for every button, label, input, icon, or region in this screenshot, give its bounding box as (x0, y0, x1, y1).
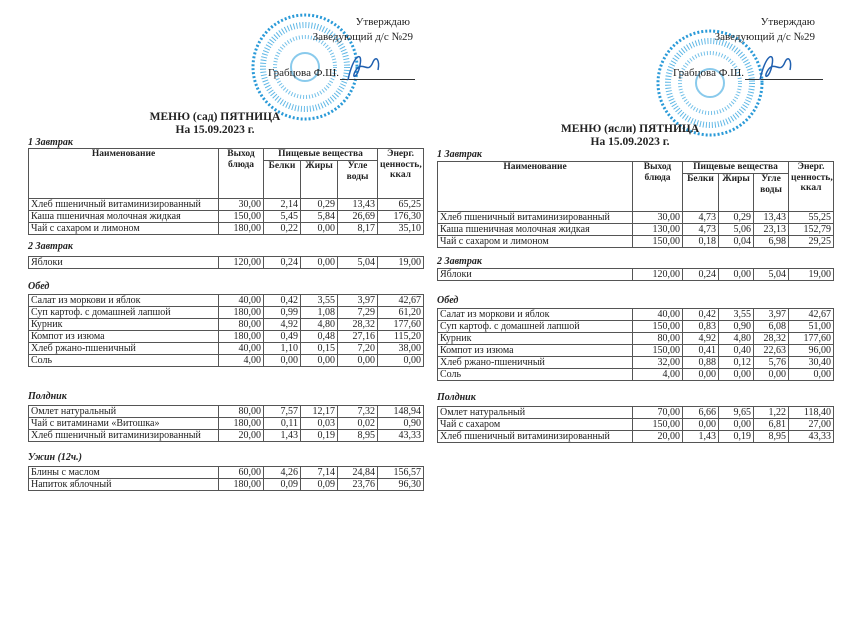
energy-cell: 115,20 (378, 331, 424, 343)
energy-cell: 176,30 (378, 211, 424, 223)
dish-name-cell: Суп картоф. с домашней лапшой (29, 307, 219, 319)
section-label: Обед (437, 295, 459, 306)
menu-date: На 15.09.2023 г. (590, 136, 670, 148)
fat-cell: 0,29 (719, 212, 754, 224)
energy-cell: 19,00 (378, 257, 424, 269)
protein-cell: 0,11 (264, 418, 301, 430)
yield-cell: 150,00 (633, 321, 683, 333)
menu-table (437, 308, 834, 381)
table-row (29, 307, 424, 319)
carbs-cell: 3,97 (338, 295, 378, 307)
dish-name-cell: Компот из изюма (438, 345, 633, 357)
protein-cell: 0,42 (264, 295, 301, 307)
energy-cell: 177,60 (378, 319, 424, 331)
protein-cell: 0,83 (683, 321, 719, 333)
energy-cell: 42,67 (789, 309, 834, 321)
signature-icon (750, 50, 800, 90)
dish-name-cell: Хлеб ржано-пшеничный (438, 357, 633, 369)
yield-cell: 32,00 (633, 357, 683, 369)
fat-cell: 0,19 (719, 431, 754, 443)
fat-cell: 0,15 (301, 343, 338, 355)
carbs-cell: 1,22 (754, 407, 789, 419)
carbs-cell: 6,81 (754, 419, 789, 431)
signature-icon (338, 50, 388, 90)
fat-cell: 12,17 (301, 406, 338, 418)
protein-cell: 1,43 (683, 431, 719, 443)
energy-cell: 0,00 (378, 355, 424, 367)
table-row (438, 321, 834, 333)
dish-name-cell: Чай с сахаром (438, 419, 633, 431)
dish-name-cell: Яблоки (29, 257, 219, 269)
protein-cell: 6,66 (683, 407, 719, 419)
menu-table (28, 405, 424, 442)
menu-title: МЕНЮ (ясли) ПЯТНИЦА (560, 123, 700, 135)
carbs-cell: 3,97 (754, 309, 789, 321)
dish-name-cell: Курник (29, 319, 219, 331)
yield-cell: 150,00 (633, 419, 683, 431)
dish-name-cell: Суп картоф. с домашней лапшой (438, 321, 633, 333)
dish-name-cell: Яблоки (438, 269, 633, 281)
carbs-cell: 6,98 (754, 236, 789, 248)
dish-name-cell: Каша пшеничная молочная жидкая (438, 224, 633, 236)
energy-cell: 96,30 (378, 479, 424, 491)
energy-cell: 55,25 (789, 212, 834, 224)
section-label: 1 Завтрак (437, 149, 482, 160)
carbs-cell: 23,76 (338, 479, 378, 491)
yield-cell: 150,00 (219, 211, 264, 223)
position-label: Заведующий д/с №29 (312, 31, 413, 43)
carbs-cell: 5,04 (754, 269, 789, 281)
dish-name-cell: Чай с витаминами «Витошка» (29, 418, 219, 430)
energy-cell: 29,25 (789, 236, 834, 248)
dish-name-cell: Хлеб пшеничный витаминизированный (438, 431, 633, 443)
yield-cell: 40,00 (219, 343, 264, 355)
fat-cell: 5,84 (301, 211, 338, 223)
section-label: Полдник (437, 392, 476, 403)
energy-cell: 65,25 (378, 199, 424, 211)
table-row (29, 343, 424, 355)
table-row (29, 406, 424, 418)
table-row (29, 331, 424, 343)
carbs-cell: 6,08 (754, 321, 789, 333)
yield-cell: 180,00 (219, 418, 264, 430)
fat-cell: 0,00 (719, 269, 754, 281)
section-label: Ужин (12ч.) (28, 452, 83, 463)
energy-cell: 148,94 (378, 406, 424, 418)
table-row (29, 430, 424, 442)
menu-title: МЕНЮ (сад) ПЯТНИЦА (149, 111, 281, 123)
table-row (29, 467, 424, 479)
signatory-name: Грабцова Ф.Ш. (673, 67, 745, 79)
fat-cell: 0,00 (301, 223, 338, 235)
yield-cell: 4,00 (219, 355, 264, 367)
table-row (29, 295, 424, 307)
carbs-cell: 8,95 (338, 430, 378, 442)
fat-cell: 0,09 (301, 479, 338, 491)
header-energy: Энерг. ценность, ккал (789, 162, 834, 212)
energy-cell: 0,00 (789, 369, 834, 381)
carbs-cell: 24,84 (338, 467, 378, 479)
menu-table (28, 294, 424, 367)
yield-cell: 40,00 (633, 309, 683, 321)
approve-label: Утверждаю (760, 16, 815, 28)
carbs-cell: 7,20 (338, 343, 378, 355)
header-fat: Жиры (301, 161, 338, 199)
protein-cell: 4,92 (264, 319, 301, 331)
table-row (29, 223, 424, 235)
section-label: 1 Завтрак (28, 137, 73, 148)
yield-cell: 60,00 (219, 467, 264, 479)
protein-cell: 4,73 (683, 212, 719, 224)
carbs-cell: 23,13 (754, 224, 789, 236)
energy-cell: 43,33 (378, 430, 424, 442)
yield-cell: 70,00 (633, 407, 683, 419)
fat-cell: 0,00 (301, 257, 338, 269)
dish-name-cell: Хлеб пшеничный витаминизированный (438, 212, 633, 224)
yield-cell: 80,00 (633, 333, 683, 345)
fat-cell: 7,14 (301, 467, 338, 479)
energy-cell: 61,20 (378, 307, 424, 319)
dish-name-cell: Хлеб ржано-пшеничный (29, 343, 219, 355)
carbs-cell: 5,04 (338, 257, 378, 269)
protein-cell: 4,92 (683, 333, 719, 345)
fat-cell: 0,90 (719, 321, 754, 333)
dish-name-cell: Курник (438, 333, 633, 345)
section-label: Полдник (28, 391, 67, 402)
dish-name-cell: Чай с сахаром и лимоном (29, 223, 219, 235)
protein-cell: 0,24 (683, 269, 719, 281)
yield-cell: 180,00 (219, 331, 264, 343)
fat-cell: 0,00 (719, 419, 754, 431)
table-row (438, 369, 834, 381)
protein-cell: 0,49 (264, 331, 301, 343)
protein-cell: 4,73 (683, 224, 719, 236)
approve-label: Утверждаю (355, 16, 410, 28)
protein-cell: 5,45 (264, 211, 301, 223)
energy-cell: 177,60 (789, 333, 834, 345)
dish-name-cell: Омлет натуральный (438, 407, 633, 419)
header-fat: Жиры (719, 174, 754, 212)
table-row (438, 224, 834, 236)
fat-cell: 5,06 (719, 224, 754, 236)
energy-cell: 96,00 (789, 345, 834, 357)
fat-cell: 0,12 (719, 357, 754, 369)
yield-cell: 20,00 (633, 431, 683, 443)
energy-cell: 19,00 (789, 269, 834, 281)
table-row (29, 319, 424, 331)
yield-cell: 30,00 (219, 199, 264, 211)
table-row (29, 418, 424, 430)
energy-cell: 0,90 (378, 418, 424, 430)
fat-cell: 4,80 (301, 319, 338, 331)
header-nutrients: Пищевые вещества (264, 149, 378, 161)
carbs-cell: 8,17 (338, 223, 378, 235)
dish-name-cell: Салат из моркови и яблок (438, 309, 633, 321)
table-row (29, 211, 424, 223)
protein-cell: 0,00 (683, 419, 719, 431)
header-energy: Энерг. ценность, ккал (378, 149, 424, 199)
carbs-cell: 28,32 (338, 319, 378, 331)
header-nutrients: Пищевые вещества (683, 162, 789, 174)
protein-cell: 0,09 (264, 479, 301, 491)
fat-cell: 0,04 (719, 236, 754, 248)
table-row (29, 257, 424, 269)
fat-cell: 3,55 (719, 309, 754, 321)
table-row (438, 236, 834, 248)
energy-cell: 35,10 (378, 223, 424, 235)
yield-cell: 40,00 (219, 295, 264, 307)
table-row (29, 479, 424, 491)
protein-cell: 1,10 (264, 343, 301, 355)
carbs-cell: 7,32 (338, 406, 378, 418)
fat-cell: 0,29 (301, 199, 338, 211)
table-row (29, 199, 424, 211)
protein-cell: 7,57 (264, 406, 301, 418)
yield-cell: 180,00 (219, 479, 264, 491)
fat-cell: 0,19 (301, 430, 338, 442)
signatory-name: Грабцова Ф.Ш. (268, 67, 340, 79)
carbs-cell: 7,29 (338, 307, 378, 319)
menu-table (437, 406, 834, 443)
dish-name-cell: Омлет натуральный (29, 406, 219, 418)
dish-name-cell: Блины с маслом (29, 467, 219, 479)
dish-name-cell: Соль (438, 369, 633, 381)
header-yield: Выход блюда (219, 149, 264, 199)
dish-name-cell: Хлеб пшеничный витаминизированный (29, 199, 219, 211)
dish-name-cell: Чай с сахаром и лимоном (438, 236, 633, 248)
fat-cell: 0,48 (301, 331, 338, 343)
energy-cell: 27,00 (789, 419, 834, 431)
yield-cell: 4,00 (633, 369, 683, 381)
table-row (438, 345, 834, 357)
header-name: Наименование (29, 149, 219, 199)
table-row (438, 357, 834, 369)
yield-cell: 180,00 (219, 223, 264, 235)
yield-cell: 30,00 (633, 212, 683, 224)
table-row (438, 419, 834, 431)
protein-cell: 2,14 (264, 199, 301, 211)
protein-cell: 0,00 (683, 369, 719, 381)
carbs-cell: 0,02 (338, 418, 378, 430)
menu-table (28, 256, 424, 269)
menu-table (28, 148, 424, 235)
fat-cell: 1,08 (301, 307, 338, 319)
energy-cell: 152,79 (789, 224, 834, 236)
table-row (438, 269, 834, 281)
yield-cell: 130,00 (633, 224, 683, 236)
dish-name-cell: Салат из моркови и яблок (29, 295, 219, 307)
carbs-cell: 13,43 (338, 199, 378, 211)
fat-cell: 4,80 (719, 333, 754, 345)
carbs-cell: 27,16 (338, 331, 378, 343)
header-carbs: Угле воды (754, 174, 789, 212)
yield-cell: 120,00 (219, 257, 264, 269)
table-row (438, 333, 834, 345)
table-row (438, 309, 834, 321)
header-yield: Выход блюда (633, 162, 683, 212)
header-protein: Белки (683, 174, 719, 212)
protein-cell: 4,26 (264, 467, 301, 479)
dish-name-cell: Напиток яблочный (29, 479, 219, 491)
yield-cell: 80,00 (219, 319, 264, 331)
menu-table (28, 466, 424, 491)
yield-cell: 150,00 (633, 345, 683, 357)
table-row (438, 407, 834, 419)
fat-cell: 9,65 (719, 407, 754, 419)
dish-name-cell: Соль (29, 355, 219, 367)
carbs-cell: 26,69 (338, 211, 378, 223)
protein-cell: 0,41 (683, 345, 719, 357)
dish-name-cell: Каша пшеничная молочная жидкая (29, 211, 219, 223)
menu-table (437, 268, 834, 281)
energy-cell: 156,57 (378, 467, 424, 479)
section-label: 2 Завтрак (28, 241, 73, 252)
carbs-cell: 8,95 (754, 431, 789, 443)
header-carbs: Угле воды (338, 161, 378, 199)
energy-cell: 43,33 (789, 431, 834, 443)
protein-cell: 1,43 (264, 430, 301, 442)
fat-cell: 0,03 (301, 418, 338, 430)
section-label: Обед (28, 281, 50, 292)
energy-cell: 42,67 (378, 295, 424, 307)
energy-cell: 51,00 (789, 321, 834, 333)
carbs-cell: 28,32 (754, 333, 789, 345)
yield-cell: 150,00 (633, 236, 683, 248)
dish-name-cell: Компот из изюма (29, 331, 219, 343)
table-row (29, 355, 424, 367)
protein-cell: 0,18 (683, 236, 719, 248)
table-row (438, 212, 834, 224)
protein-cell: 0,99 (264, 307, 301, 319)
energy-cell: 118,40 (789, 407, 834, 419)
carbs-cell: 0,00 (338, 355, 378, 367)
position-label: Заведующий д/с №29 (714, 31, 815, 43)
protein-cell: 0,42 (683, 309, 719, 321)
fat-cell: 0,40 (719, 345, 754, 357)
header-name: Наименование (438, 162, 633, 212)
fat-cell: 3,55 (301, 295, 338, 307)
protein-cell: 0,88 (683, 357, 719, 369)
energy-cell: 38,00 (378, 343, 424, 355)
energy-cell: 30,40 (789, 357, 834, 369)
carbs-cell: 22,63 (754, 345, 789, 357)
fat-cell: 0,00 (719, 369, 754, 381)
yield-cell: 120,00 (633, 269, 683, 281)
fat-cell: 0,00 (301, 355, 338, 367)
yield-cell: 180,00 (219, 307, 264, 319)
carbs-cell: 0,00 (754, 369, 789, 381)
section-label: 2 Завтрак (437, 256, 482, 267)
yield-cell: 20,00 (219, 430, 264, 442)
menu-table (437, 161, 834, 248)
protein-cell: 0,22 (264, 223, 301, 235)
dish-name-cell: Хлеб пшеничный витаминизированный (29, 430, 219, 442)
menu-date: На 15.09.2023 г. (175, 124, 255, 136)
carbs-cell: 5,76 (754, 357, 789, 369)
yield-cell: 80,00 (219, 406, 264, 418)
protein-cell: 0,00 (264, 355, 301, 367)
header-protein: Белки (264, 161, 301, 199)
table-row (438, 431, 834, 443)
carbs-cell: 13,43 (754, 212, 789, 224)
protein-cell: 0,24 (264, 257, 301, 269)
